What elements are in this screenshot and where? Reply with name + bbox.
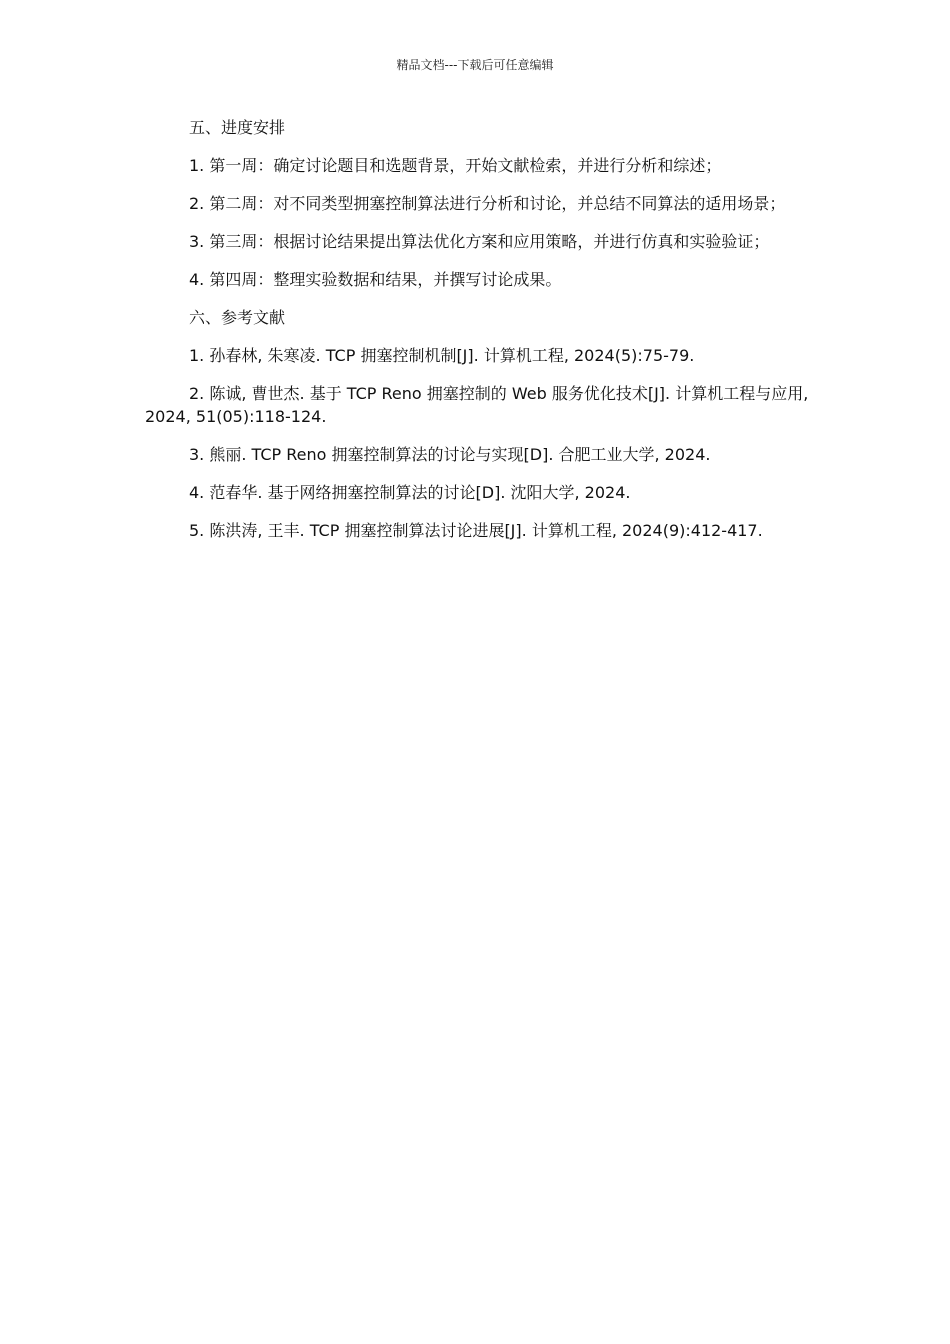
reference-item-4: 4. 范春华. 基于网络拥塞控制算法的讨论[D]. 沈阳大学, 2024. xyxy=(189,483,631,502)
reference-item-1: 1. 孙春林, 朱寒凌. TCP 拥塞控制机制[J]. 计算机工程, 2024(5):75-79. xyxy=(189,346,695,365)
reference-item-2: 2. 陈诚, 曹世杰. 基于 TCP Reno 拥塞控制的 Web 服务优化技术[J]. 计算机工程与应用, 2024, 51(05):118-124. xyxy=(145,384,809,426)
reference-item-3: 3. 熊丽. TCP Reno 拥塞控制算法的讨论与实现[D]. 合肥工业大学, 2024. xyxy=(189,445,711,464)
schedule-heading: 五、进度安排 xyxy=(189,118,286,137)
references-heading: 六、参考文献 xyxy=(189,308,286,327)
schedule-item-week-3: 3. 第三周：根据讨论结果提出算法优化方案和应用策略，并进行仿真和实验验证； xyxy=(189,232,770,251)
document-body xyxy=(145,116,810,557)
schedule-item-week-2: 2. 第二周：对不同类型拥塞控制算法进行分析和讨论，并总结不同算法的适用场景； xyxy=(189,194,786,213)
reference-item-5: 5. 陈洪涛, 王丰. TCP 拥塞控制算法讨论进展[J]. 计算机工程, 2024(9):412-417. xyxy=(189,521,763,540)
schedule-item-week-4: 4. 第四周：整理实验数据和结果，并撰写讨论成果。 xyxy=(189,270,562,289)
schedule-item-week-1: 1. 第一周：确定讨论题目和选题背景，开始文献检索，并进行分析和综述； xyxy=(189,156,722,175)
page-header: 精品文档---下载后可任意编辑 xyxy=(396,58,554,72)
